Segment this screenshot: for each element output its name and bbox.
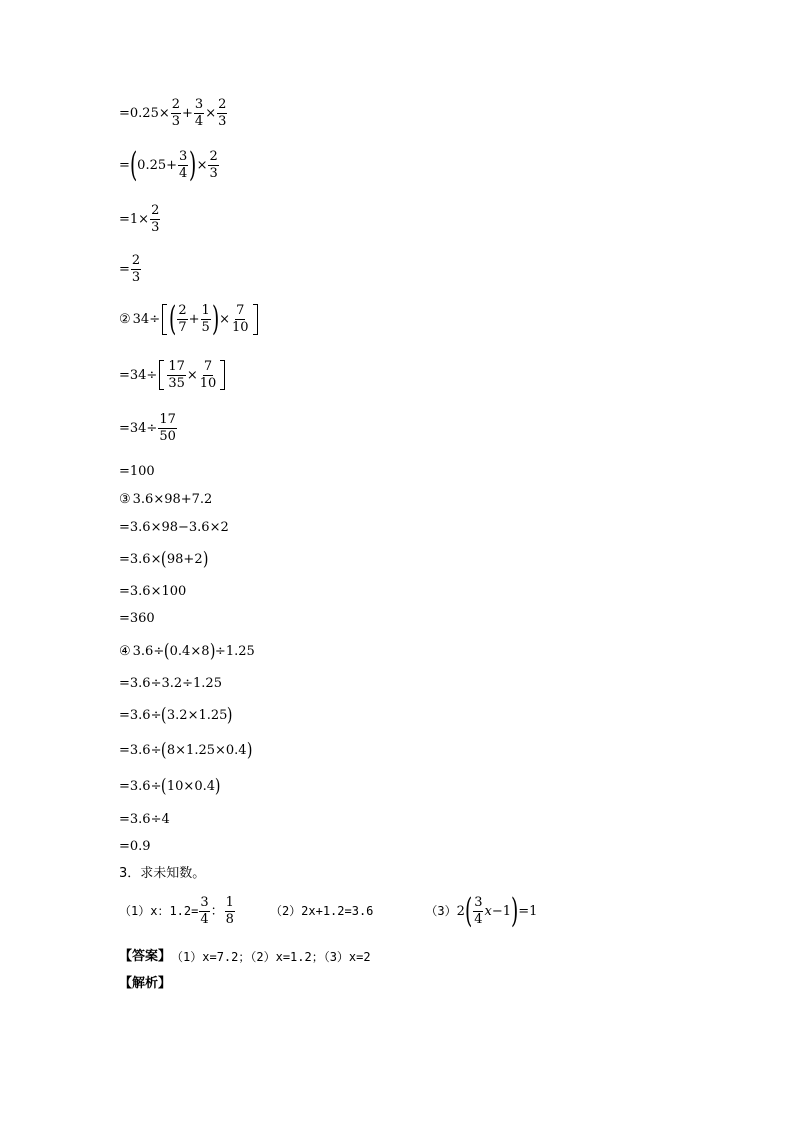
- fraction: [201, 304, 211, 334]
- question-3: [119, 493, 212, 506]
- fraction: [131, 254, 141, 284]
- right-paren: ): [211, 299, 220, 339]
- q4-step-4: [119, 777, 220, 796]
- numerator: 7: [236, 303, 245, 319]
- numerator: 2: [209, 149, 218, 165]
- equation-3-label: （3）: [425, 904, 457, 919]
- numerator: 3: [474, 895, 483, 911]
- numerator: 3: [194, 97, 204, 112]
- numerator: 2: [151, 203, 160, 218]
- fraction: [171, 98, 181, 128]
- fraction: [199, 896, 209, 926]
- numerator: 1: [201, 303, 210, 319]
- term: 34÷: [132, 311, 161, 327]
- right-paren: ): [246, 739, 253, 761]
- denominator: 3: [131, 269, 141, 285]
- term: =34÷: [119, 420, 158, 436]
- q3-step-3: =3.6×100: [119, 584, 187, 599]
- fraction: [473, 896, 483, 926]
- fraction: [225, 896, 235, 926]
- inner-expression: 8×1.25×0.4: [166, 743, 247, 758]
- denominator: 3: [209, 165, 218, 181]
- right-paren: ): [209, 640, 215, 662]
- bracket-group: [157, 360, 227, 390]
- denominator: 4: [200, 911, 209, 927]
- denominator: 8: [225, 911, 234, 927]
- right-paren: ): [227, 704, 233, 726]
- variable-x: x: [484, 903, 492, 919]
- left-paren: (: [161, 704, 167, 726]
- inner-expression: 0.4×8: [169, 644, 210, 659]
- step-b: [119, 145, 220, 185]
- fraction: [178, 150, 188, 180]
- right-bracket: [253, 304, 258, 335]
- right-paren: ): [202, 548, 209, 570]
- eq-text: =: [119, 261, 130, 277]
- q4-step-6: =0.9: [119, 839, 151, 854]
- coefficient: 2: [456, 903, 465, 919]
- denominator: 35: [168, 375, 185, 391]
- question-4: [119, 642, 255, 661]
- answer-line: [119, 950, 371, 963]
- operator: +: [182, 105, 193, 121]
- expression: 3.6×98+7.2: [132, 492, 213, 507]
- fraction: [217, 98, 227, 128]
- equation-1-label: （1）x：1.2=: [119, 904, 199, 919]
- term: =3.6÷: [119, 708, 162, 723]
- term: ÷1.25: [214, 644, 255, 659]
- fraction: [150, 204, 160, 234]
- numerator: 2: [131, 253, 141, 268]
- inner-expression: 3.2×1.25: [166, 708, 228, 723]
- inner-expression: 98+2: [166, 552, 203, 567]
- fraction: [208, 150, 218, 180]
- numerator: 2: [218, 97, 227, 112]
- operator: ×: [205, 105, 217, 121]
- operator: ×: [219, 311, 230, 327]
- q4-step-5: =3.6÷4: [119, 812, 170, 827]
- numerator: 17: [168, 359, 185, 374]
- numerator: 1: [225, 895, 234, 911]
- numerator: 3: [200, 895, 209, 911]
- denominator: 10: [199, 375, 217, 391]
- eq-text: =0.25×: [119, 105, 170, 121]
- left-paren: (: [161, 548, 167, 570]
- equations-row: [119, 891, 538, 931]
- problem-3-heading: 3．求未知数。: [119, 866, 206, 881]
- numerator: 17: [159, 412, 176, 427]
- step-a: [119, 98, 228, 128]
- left-paren: (: [161, 739, 167, 761]
- q2-step-2: [119, 413, 178, 443]
- term: =3.6÷: [119, 779, 162, 794]
- right-paren: ): [214, 775, 221, 797]
- left-paren: (: [164, 640, 170, 662]
- denominator: 7: [178, 319, 187, 335]
- q2-step-1: [119, 360, 227, 390]
- term: 0.25+: [137, 157, 178, 173]
- fraction: [158, 413, 177, 443]
- eq-text: =1×: [119, 211, 150, 227]
- term: =34÷: [119, 367, 158, 383]
- left-bracket: [159, 360, 164, 390]
- denominator: 3: [151, 219, 160, 235]
- fraction: [231, 304, 250, 334]
- q3-step-2: [119, 550, 208, 569]
- equation-2: （2）2x+1.2=3.6: [269, 904, 374, 919]
- q3-step-1: =3.6×98−3.6×2: [119, 520, 229, 535]
- denominator: 5: [201, 319, 210, 335]
- left-paren: (: [464, 891, 473, 931]
- fraction: [167, 360, 186, 390]
- term: −1: [491, 903, 511, 919]
- denominator: 4: [179, 165, 188, 181]
- numerator: 2: [171, 97, 181, 112]
- right-paren: ): [189, 145, 197, 185]
- left-paren: (: [161, 775, 167, 797]
- bracket-group: [160, 299, 259, 339]
- answer-text: （1）x=7.2；（2）x=1.2；（3）x=2: [171, 949, 371, 964]
- term: =3.6÷: [119, 743, 162, 758]
- right-bracket: [220, 360, 225, 390]
- q2-step-3: =100: [119, 464, 155, 479]
- circled-number: ②: [119, 311, 131, 327]
- analysis-tag: 【解析】: [119, 976, 172, 991]
- circled-number: ③: [119, 492, 131, 507]
- denominator: 3: [171, 113, 181, 129]
- step-d: [119, 254, 142, 284]
- denominator: 10: [232, 319, 249, 335]
- left-paren: (: [169, 299, 177, 339]
- denominator: 4: [474, 911, 483, 927]
- fraction: [194, 98, 204, 128]
- left-paren: (: [129, 145, 138, 185]
- denominator: 4: [194, 113, 204, 129]
- term: =1: [518, 903, 538, 919]
- operator: ×: [196, 157, 208, 173]
- fraction: [199, 360, 218, 390]
- term: =3.6×: [119, 552, 162, 567]
- operator: ×: [186, 367, 198, 383]
- left-bracket: [162, 304, 167, 335]
- numerator: 3: [179, 149, 188, 165]
- right-paren: ): [510, 891, 519, 931]
- inner-expression: 10×0.4: [166, 779, 215, 794]
- q3-step-4: =360: [119, 611, 155, 626]
- q4-step-1: =3.6÷3.2÷1.25: [119, 676, 222, 691]
- eq-text: =: [119, 157, 130, 173]
- colon: ：: [210, 903, 224, 919]
- q4-step-3: [119, 741, 252, 760]
- question-2: [119, 299, 260, 339]
- numerator: 2: [178, 303, 187, 319]
- fraction: [177, 304, 187, 334]
- circled-number: ④: [119, 644, 131, 659]
- denominator: 50: [159, 428, 176, 444]
- term: 3.6÷: [132, 644, 165, 659]
- answer-tag: 【答案】: [119, 949, 172, 964]
- step-c: [119, 204, 161, 234]
- q4-step-2: [119, 706, 233, 725]
- operator: +: [188, 311, 200, 327]
- denominator: 3: [218, 113, 227, 129]
- numerator: 7: [203, 359, 213, 374]
